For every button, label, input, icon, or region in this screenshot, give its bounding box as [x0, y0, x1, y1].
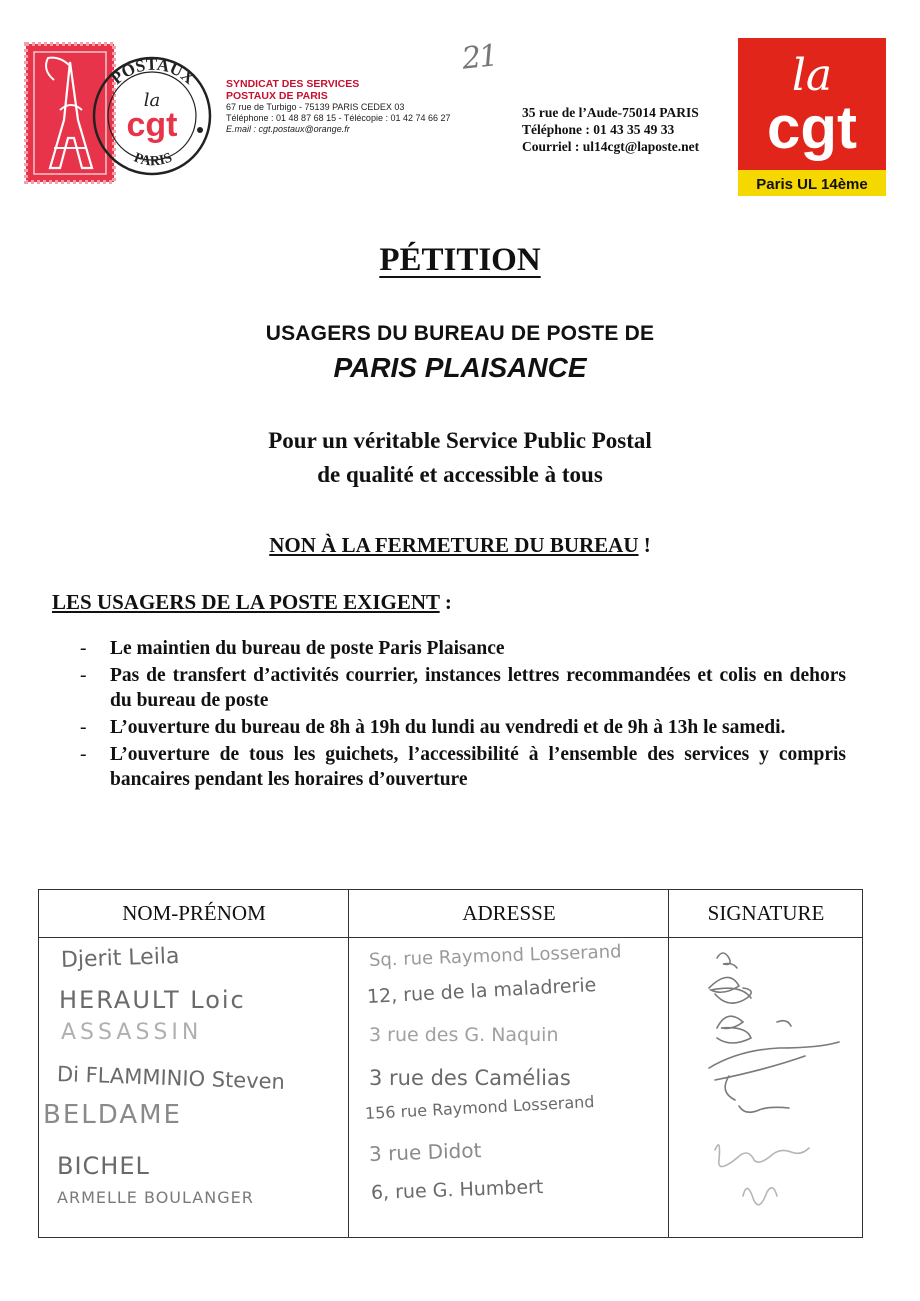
demand-item: [80, 663, 846, 713]
exigent-main: LES USAGERS DE LA POSTE EXIGENT: [52, 590, 440, 614]
non-fermeture-main: NON À LA FERMETURE DU BUREAU: [269, 533, 639, 557]
cgt-postaux-stamp-logo: [24, 40, 222, 185]
signature-mark: [739, 1106, 789, 1112]
handwritten-name: Di FLAMMINIO Steven: [56, 1062, 286, 1094]
tagline-line-1: Pour un véritable Service Public Postal: [268, 428, 652, 453]
signature-mark: [709, 977, 751, 1003]
syndicat-block: [226, 78, 486, 135]
demand-text: Le maintien du bureau de poste Paris Plaisance: [110, 638, 505, 659]
signature-mark: [717, 953, 737, 968]
demand-item: [80, 742, 846, 792]
ul-address-block: [522, 104, 699, 155]
signature-table: [38, 889, 863, 1238]
handwritten-name: HERAULT Loic: [59, 986, 246, 1014]
bullet-dash: -: [80, 717, 87, 738]
handwritten-name: ASSASSIN: [61, 1020, 203, 1045]
handwritten-address: 12, rue de la maladrerie: [366, 973, 597, 1008]
column-divider: [348, 890, 349, 1237]
handwritten-name: Djerit Leila: [60, 943, 180, 973]
ul-email: Courriel : ul14cgt@laposte.net: [522, 139, 700, 154]
demand-item: [80, 636, 846, 661]
petition-title: PÉTITION: [379, 242, 541, 278]
handwritten-name: ARMELLE BOULANGER: [57, 1188, 254, 1207]
signature-mark: [715, 1145, 809, 1167]
cgt-paris-ul14-logo: [738, 38, 886, 196]
non-fermeture-suffix: !: [638, 533, 651, 557]
ul-street: 35 rue de l’Aude-75014 PARIS: [522, 105, 699, 120]
logo-banner-text: Paris UL 14ème: [756, 176, 868, 193]
header-nom-prenom: NOM-PRÉNOM: [39, 890, 349, 938]
header-adresse: ADRESSE: [349, 890, 669, 938]
demand-item: [80, 715, 846, 740]
demands-list: [80, 636, 846, 794]
syndicat-name-2: POSTAUX DE PARIS: [226, 90, 328, 102]
syndicat-phone: Téléphone : 01 48 87 68 15 - Télécopie : 01 42 74 66 27: [226, 113, 451, 123]
handwritten-address: 156 rue Raymond Losserand: [364, 1091, 595, 1123]
stamp-bottom-text: PARIS: [131, 150, 175, 170]
signature-mark: [709, 1042, 839, 1100]
bullet-dash: -: [80, 744, 87, 765]
syndicat-email: E.mail : cgt.postaux@orange.fr: [226, 124, 350, 134]
signature-mark: [743, 1188, 777, 1205]
bullet-dash: -: [80, 638, 87, 659]
handwritten-name: BELDAME: [43, 1100, 182, 1130]
demand-text: L’ouverture de tous les guichets, l’accessibilité à l’ensemble des services y compris bancaires pendant les horaires d’ouverture: [110, 744, 846, 790]
stamp-la-text: la: [143, 90, 161, 111]
non-fermeture-heading: [0, 533, 920, 558]
syndicat-name-1: SYNDICAT DES SERVICES: [226, 78, 360, 90]
syndicat-address: 67 rue de Turbigo - 75139 PARIS CEDEX 03: [226, 102, 405, 112]
demand-text: Pas de transfert d’activités courrier, instances lettres recommandées et colis en dehors du bureau de poste: [110, 665, 846, 711]
handwritten-name: BICHEL: [57, 1152, 150, 1180]
signatures-scribbles: [669, 938, 863, 1238]
logo-la-text: la: [791, 50, 833, 101]
handwritten-address: 6, rue G. Humbert: [370, 1175, 544, 1204]
tagline-line-2: de qualité et accessible à tous: [317, 462, 603, 487]
exigent-heading: [52, 590, 452, 615]
handwritten-address: 3 rue des G. Naquin: [369, 1024, 559, 1046]
header-signature: SIGNATURE: [669, 890, 863, 938]
petition-subtitle-2: PARIS PLAISANCE: [333, 352, 587, 383]
handwritten-address: 3 rue des Camélias: [369, 1066, 571, 1090]
exigent-suffix: :: [439, 590, 452, 614]
signature-mark: [717, 1016, 791, 1043]
svg-text:POSTAUX: [107, 55, 199, 89]
handwritten-page-number: 21: [460, 38, 498, 77]
handwritten-address: Sq. rue Raymond Losserand: [368, 941, 622, 971]
petition-subtitle-1: USAGERS DU BUREAU DE POSTE DE: [265, 322, 655, 345]
logo-cgt-text: cgt: [767, 94, 857, 161]
ul-phone: Téléphone : 01 43 35 49 33: [522, 122, 675, 137]
stamp-top-text: POSTAUX: [107, 54, 199, 89]
bullet-dash: -: [80, 665, 87, 686]
stamp-cgt-text: cgt: [126, 106, 178, 144]
demand-text: L’ouverture du bureau de 8h à 19h du lundi au vendredi et de 9h à 13h le samedi.: [110, 717, 786, 738]
svg-text:PARIS: [132, 150, 175, 169]
handwritten-address: 3 rue Didot: [368, 1138, 482, 1166]
